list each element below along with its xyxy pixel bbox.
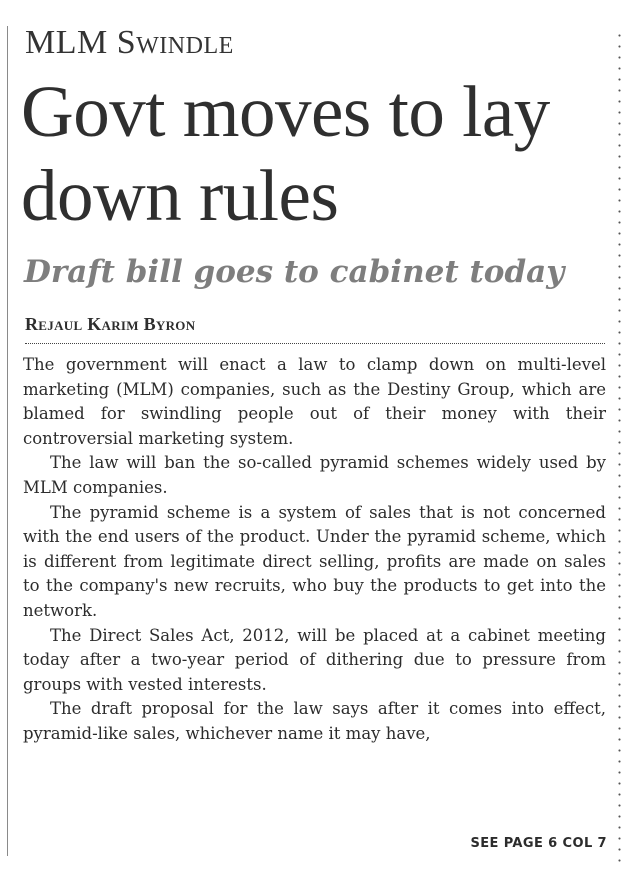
kicker: MLM Swindle xyxy=(25,24,234,61)
deck-subheadline: Draft bill goes to cabinet today xyxy=(24,254,565,290)
paragraph: The law will ban the so-called pyramid schemes widely used by MLM companies. xyxy=(23,453,606,497)
byline: Rejaul Karim Byron xyxy=(25,314,196,334)
headline: Govt moves to lay down rules xyxy=(21,71,550,236)
continuation-jump: SEE PAGE 6 COL 7 xyxy=(470,836,607,851)
right-dotted-rule xyxy=(618,30,621,868)
paragraph: The draft proposal for the law says after it comes into effect, pyramid-like sales, whichever name it may have, xyxy=(23,699,606,743)
paragraph: The government will enact a law to clamp down on multi-level marketing (MLM) companies, such as the Destiny Group, which are blamed for swindling people out of their money with their controversial marketing system. xyxy=(23,355,606,448)
paragraph: The pyramid scheme is a system of sales that is not concerned with the end users of the product. Under the pyramid scheme, which is different from legitimate direct selling, profits are made on sales to the company's new recruits, who buy the products to get into the network. xyxy=(23,502,606,620)
dotted-separator xyxy=(25,343,605,344)
article-body xyxy=(23,353,606,747)
paragraph: The Direct Sales Act, 2012, will be placed at a cabinet meeting today after a two-year period of dithering due to pressure from groups with vested interests. xyxy=(23,625,606,694)
left-column-rule xyxy=(7,26,8,856)
